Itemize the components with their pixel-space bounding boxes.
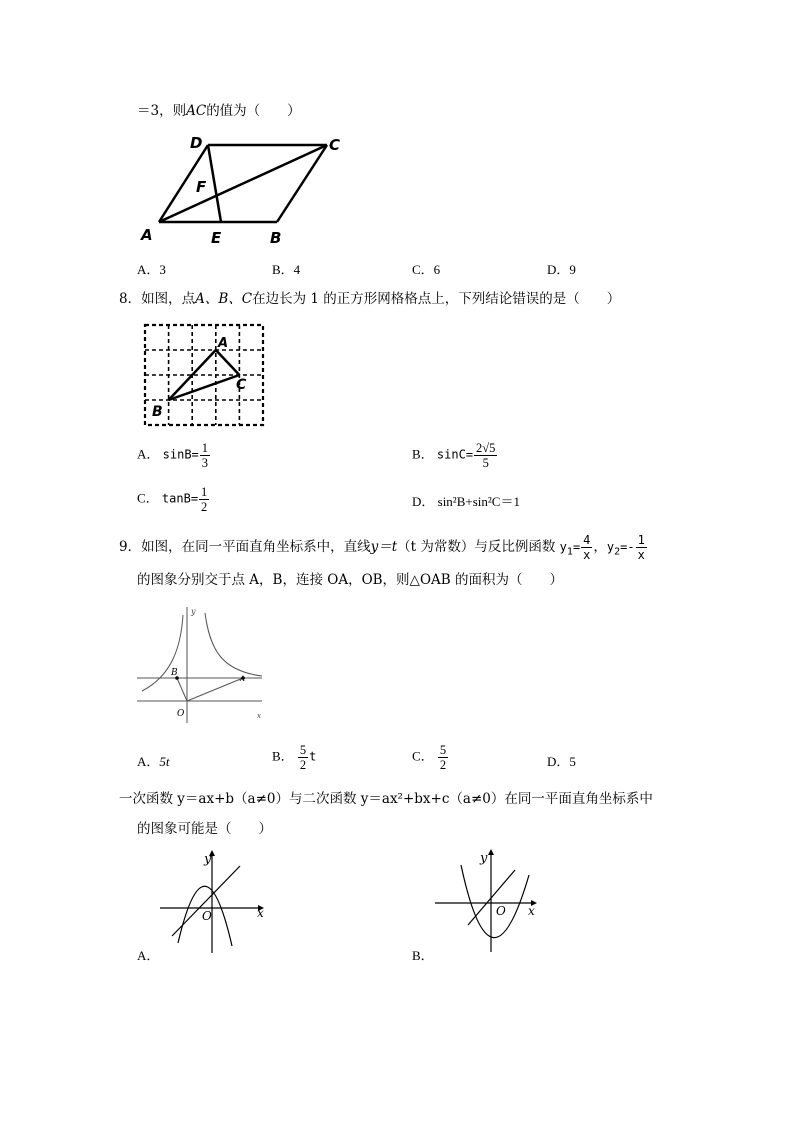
q7-label-A: A [141, 226, 153, 244]
q9-y2-den: x [637, 548, 645, 562]
q10-graph-b-label-x: x [528, 904, 535, 918]
q8-option-b-num: 2√5 [476, 441, 496, 455]
q9-option-d[interactable] [547, 751, 576, 770]
q9-stem-line2: 的图象分别交于点 A，B，连接 OA，OB，则△OAB 的面积为（ ） [137, 572, 563, 588]
q8-label-A: A [218, 336, 229, 351]
q9-label-y: y [191, 607, 196, 616]
q8-stem [119, 290, 620, 308]
q8-option-a-func: sinB= [162, 447, 199, 462]
q10-graph-a-label-y: y [204, 852, 212, 867]
q9-option-b-den: 2 [299, 758, 307, 772]
q8-option-d-expr: sin²B+sin²C＝1 [437, 494, 520, 509]
q10-option-a[interactable]: A． [137, 948, 160, 963]
q9-y1 [559, 540, 581, 558]
q7-option-c-letter: C． [412, 262, 434, 277]
q9-y1-den: x [583, 548, 591, 562]
q7-tail-text: ＝3，则 [137, 103, 187, 119]
q8-option-a-fraction [200, 441, 210, 470]
q7-option-d-value: 9 [569, 262, 576, 277]
q8-option-c-num: 1 [201, 485, 208, 499]
q9-option-b-suffix: t [309, 749, 317, 764]
q10-stem-line2: 的图象可能是（ ） [137, 821, 272, 837]
q7-label-B: B [270, 229, 282, 247]
q9-y1-sub: 1 [566, 546, 573, 558]
q8-label-B: B [152, 404, 163, 420]
q9-number: 9． [119, 539, 142, 555]
q8-text-a: 如图，点 [141, 291, 196, 307]
q9-y2-fraction [636, 533, 647, 562]
q9-option-c-letter: C． [412, 748, 434, 764]
q7-tail-end: 的值为（ ） [206, 103, 301, 119]
q7-option-c[interactable] [412, 259, 440, 278]
q7-option-c-value: 6 [433, 262, 441, 277]
q9-y1-num: 4 [583, 533, 591, 547]
q7-option-a[interactable] [137, 259, 166, 278]
q10-graph-b [433, 845, 548, 955]
q7-option-d[interactable] [547, 259, 576, 278]
q9-stem-line1 [119, 533, 648, 562]
q9-label-O: O [177, 709, 185, 719]
q7-option-d-letter: D． [547, 262, 570, 277]
q9-option-b-fraction [298, 743, 308, 772]
q8-option-d-letter: D． [412, 494, 435, 509]
q8-grid-figure [143, 323, 268, 428]
q9-option-c-num: 5 [439, 743, 447, 757]
q9-y1-var: y [559, 540, 567, 554]
q8-option-c[interactable] [137, 485, 210, 514]
q10-graph-a-label-o: O [202, 909, 212, 923]
q9-option-a-letter: A． [137, 754, 160, 769]
q10-graph-a [160, 848, 275, 958]
q9-y1-eq: = [572, 540, 581, 554]
q9-option-d-letter: D． [547, 754, 570, 769]
q7-label-F: F [196, 178, 207, 196]
q8-option-c-letter: C． [137, 490, 159, 506]
q10-graph-a-label-x: x [257, 906, 264, 920]
q7-option-b[interactable] [272, 259, 300, 278]
q8-option-a[interactable] [137, 441, 211, 470]
q8-option-b-fraction [474, 441, 497, 470]
q8-option-b-den: 5 [482, 456, 489, 470]
q9-comma: ， [593, 539, 607, 555]
q9-option-a-value: 5t [159, 754, 170, 769]
q7-option-b-letter: B． [272, 262, 294, 277]
q8-option-d[interactable] [412, 491, 520, 510]
q9-y2-sub: 2 [614, 546, 621, 558]
q10-graph-b-label-o: O [496, 904, 506, 918]
q7-option-a-value: 3 [159, 262, 166, 277]
q9-text-a: 如图，在同一平面直角坐标系中，直线 [141, 539, 371, 555]
q8-option-c-fraction [199, 485, 209, 514]
q9-option-c-fraction [438, 743, 448, 772]
q7-option-a-letter: A． [137, 262, 160, 277]
q7-tail-var: AC [186, 103, 207, 119]
q9-y1-fraction [581, 533, 592, 562]
q9-label-A: A [240, 675, 246, 683]
q8-option-b-letter: B． [412, 446, 434, 462]
q8-points: A、B、C [195, 291, 253, 307]
q7-label-D: D [190, 134, 203, 152]
q9-label-B: B [171, 668, 178, 678]
q9-option-c-den: 2 [439, 758, 447, 772]
q8-option-c-func: tanB= [161, 491, 199, 506]
q7-label-C: C [329, 136, 341, 154]
q9-label-x: x [257, 712, 261, 720]
q7-label-E: E [211, 229, 222, 247]
q7-tail-line [137, 102, 301, 120]
q8-number: 8． [119, 291, 142, 307]
q9-text-b: （t 为常数）与反比例函数 [397, 539, 556, 555]
q9-line-eq: y＝t [370, 539, 398, 555]
q10-graph-b-label-y: y [480, 851, 488, 866]
q9-option-c[interactable] [412, 743, 449, 772]
q8-label-C: C [236, 377, 247, 393]
q8-option-a-num: 1 [201, 441, 209, 455]
q9-option-b-letter: B． [272, 748, 294, 764]
q9-option-b-num: 5 [299, 743, 307, 757]
q9-option-b[interactable] [272, 743, 316, 772]
q9-y2-num: 1 [637, 533, 645, 547]
q9-y2-eq: =- [620, 540, 635, 554]
q8-option-b[interactable] [412, 441, 498, 470]
q8-option-b-func: sinC= [436, 447, 474, 462]
q9-hyperbola-figure [137, 605, 267, 725]
q8-option-a-letter: A． [137, 446, 160, 462]
q8-option-a-den: 3 [201, 456, 209, 470]
q8-text-b: 在边长为 1 的正方形网格格点上，下列结论错误的是（ ） [252, 291, 621, 307]
q9-y2 [606, 540, 635, 558]
q9-y2-var: y [606, 540, 615, 554]
q9-option-a[interactable] [137, 751, 170, 770]
q10-option-b[interactable]: B． [412, 948, 434, 963]
q7-parallelogram-figure [135, 130, 355, 245]
q10-stem-line1: 一次函数 y＝ax+b（a≠0）与二次函数 y＝ax²+bx+c（a≠0）在同一平面直角坐标系中 [119, 791, 653, 807]
q9-option-d-value: 5 [569, 754, 576, 769]
q8-option-c-den: 2 [201, 500, 208, 514]
q7-option-b-value: 4 [293, 262, 301, 277]
